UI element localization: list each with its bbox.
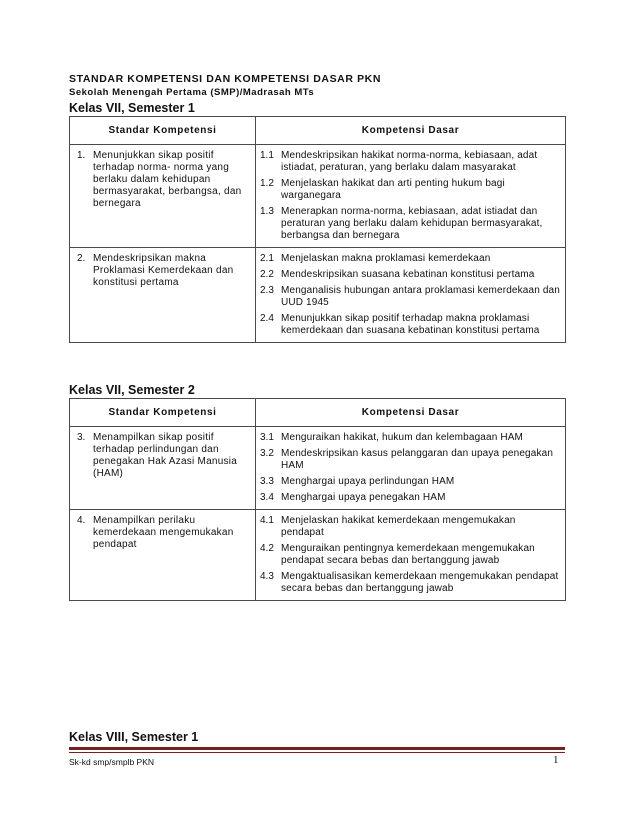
section-heading-kelas-vii-semester-2: Kelas VII, Semester 2 — [69, 383, 195, 397]
section-heading-kelas-vii-semester-1: Kelas VII, Semester 1 — [69, 101, 195, 115]
kompetensi-dasar-cell — [256, 145, 566, 248]
section-heading-kelas-viii-semester-1: Kelas VIII, Semester 1 — [69, 730, 199, 744]
kompetensi-dasar-cell — [256, 427, 566, 510]
kd-item — [260, 432, 561, 444]
standar-kompetensi-item — [77, 432, 251, 480]
kd-item — [260, 253, 561, 265]
standar-kompetensi-cell — [70, 427, 256, 510]
sk-number: 4. — [77, 515, 86, 526]
kd-text: Menerapkan norma-norma, kebiasaan, adat istiadat dan peraturan yang berlaku dalam kehidupan bermasyarakat, berbangsa dan bernegara — [281, 206, 543, 241]
footer-divider-thin — [69, 752, 565, 753]
kd-text: Menganalisis hubungan antara proklamasi kemerdekaan dan UUD 1945 — [281, 285, 560, 308]
footer-divider — [69, 747, 565, 750]
table-header-row — [70, 399, 566, 427]
kd-number: 1.3 — [260, 206, 274, 217]
kd-item — [260, 543, 561, 567]
kd-item — [260, 571, 561, 595]
kd-text: Menghargai upaya perlindungan HAM — [281, 476, 455, 487]
standar-kompetensi-item — [77, 253, 251, 289]
kd-number: 4.1 — [260, 515, 274, 526]
kd-item — [260, 515, 561, 539]
sk-number: 2. — [77, 253, 86, 264]
kd-text: Menghargai upaya penegakan HAM — [281, 492, 446, 503]
competency-table-kelas-vii-semester-1 — [69, 116, 566, 343]
column-header-standar-kompetensi: Standar Kompetensi — [70, 117, 256, 145]
kd-item — [260, 150, 561, 174]
kd-number: 3.2 — [260, 448, 274, 459]
kd-text: Menjelaskan makna proklamasi kemerdekaan — [281, 253, 491, 264]
column-header-kompetensi-dasar: Kompetensi Dasar — [256, 399, 566, 427]
kd-number: 3.3 — [260, 476, 274, 487]
kd-text: Menguraikan hakikat, hukum dan kelembagaan HAM — [281, 432, 524, 443]
table-row — [70, 510, 566, 601]
kd-number: 2.4 — [260, 313, 274, 324]
kd-item — [260, 269, 561, 281]
kd-number: 4.2 — [260, 543, 274, 554]
table-header-row — [70, 117, 566, 145]
document-title: STANDAR KOMPETENSI DAN KOMPETENSI DASAR PKN — [69, 73, 382, 85]
sk-text: Menampilkan sikap positif terhadap perlindungan dan penegakan Hak Azasi Manusia (HAM) — [93, 432, 238, 479]
page-number: 1 — [553, 754, 559, 766]
kd-text: Mendeskripsikan hakikat norma-norma, kebiasaan, adat istiadat, peraturan, yang berlaku dalam masyarakat — [281, 150, 538, 173]
sk-text: Mendeskripsikan makna Proklamasi Kemerdekaan dan konstitusi pertama — [93, 253, 234, 288]
table-row — [70, 145, 566, 248]
standar-kompetensi-cell — [70, 248, 256, 343]
kd-text: Mengaktualisasikan kemerdekaan mengemukakan pendapat secara bebas dan bertanggung jawab — [281, 571, 559, 594]
standar-kompetensi-item — [77, 515, 251, 551]
kd-text: Menjelaskan hakikat kemerdekaan mengemukakan pendapat — [281, 515, 516, 538]
standar-kompetensi-item — [77, 150, 251, 210]
document-subtitle: Sekolah Menengah Pertama (SMP)/Madrasah MTs — [69, 87, 315, 98]
kd-text: Menunjukkan sikap positif terhadap makna proklamasi kemerdekaan dan suasana kebatinan konstitusi pertama — [281, 313, 540, 336]
kompetensi-dasar-cell — [256, 248, 566, 343]
kd-text: Mendeskripsikan kasus pelanggaran dan upaya penegakan HAM — [281, 448, 554, 471]
table-row — [70, 427, 566, 510]
column-header-standar-kompetensi: Standar Kompetensi — [70, 399, 256, 427]
kd-number: 2.2 — [260, 269, 274, 280]
kd-number: 2.3 — [260, 285, 274, 296]
footer-text: Sk-kd smp/smplb PKN — [69, 757, 155, 767]
standar-kompetensi-cell — [70, 510, 256, 601]
kd-item — [260, 448, 561, 472]
standar-kompetensi-cell — [70, 145, 256, 248]
sk-text: Menunjukkan sikap positif terhadap norma- norma yang berlaku dalam kehidupan bermasyarakat, berbangsa, dan bernegara — [93, 150, 242, 209]
kd-number: 3.4 — [260, 492, 274, 503]
kd-item — [260, 492, 561, 504]
kd-number: 3.1 — [260, 432, 274, 443]
kd-item — [260, 206, 561, 242]
kd-item — [260, 476, 561, 488]
kd-item — [260, 178, 561, 202]
kd-text: Menjelaskan hakikat dan arti penting hukum bagi warganegara — [281, 178, 505, 201]
kd-number: 1.2 — [260, 178, 274, 189]
table-row — [70, 248, 566, 343]
kd-item — [260, 313, 561, 337]
kd-number: 2.1 — [260, 253, 274, 264]
kd-item — [260, 285, 561, 309]
kd-text: Mendeskripsikan suasana kebatinan konstitusi pertama — [281, 269, 535, 280]
sk-text: Menampilkan perilaku kemerdekaan mengemukakan pendapat — [93, 515, 234, 550]
kd-number: 1.1 — [260, 150, 274, 161]
kd-number: 4.3 — [260, 571, 274, 582]
column-header-kompetensi-dasar: Kompetensi Dasar — [256, 117, 566, 145]
sk-number: 3. — [77, 432, 86, 443]
kd-text: Menguraikan pentingnya kemerdekaan mengemukakan pendapat secara bebas dan bertanggung jawab — [281, 543, 535, 566]
kompetensi-dasar-cell — [256, 510, 566, 601]
competency-table-kelas-vii-semester-2 — [69, 398, 566, 601]
sk-number: 1. — [77, 150, 86, 161]
